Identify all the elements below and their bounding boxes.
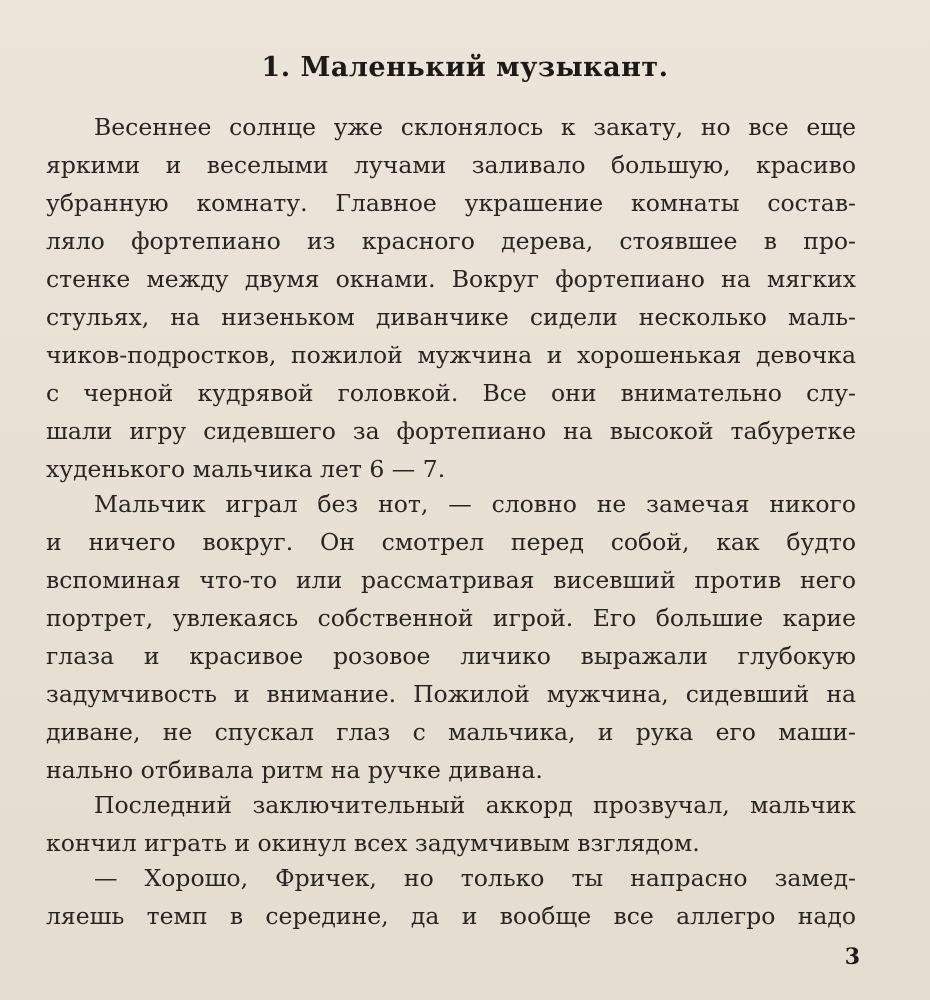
- text-line: вспоминая что-то или рассматривая висевший против него: [46, 566, 856, 594]
- text-line: ляло фортепиано из красного дерева, стоявшее в про-: [46, 227, 856, 255]
- text-line: стенке между двумя окнами. Вокруг фортепиано на мягких: [46, 265, 856, 293]
- text-line: чиков-подростков, пожилой мужчина и хорошенькая девочка: [46, 341, 856, 369]
- chapter-title: 1. Маленький музыкант.: [261, 52, 669, 83]
- text-line: Последний заключительный аккорд прозвучал, мальчик: [94, 791, 856, 819]
- page-number: 3: [844, 944, 860, 970]
- text-line: нально отбивала ритм на ручке дивана.: [46, 756, 543, 784]
- text-line: ляешь темп в середине, да и вообще все аллегро надо: [46, 902, 856, 930]
- text-line: убранную комнату. Главное украшение комнаты состав-: [46, 189, 856, 217]
- text-line: с черной кудрявой головкой. Все они внимательно слу-: [46, 379, 856, 407]
- text-line: шали игру сидевшего за фортепиано на высокой табуретке: [46, 417, 856, 445]
- text-line: яркими и веселыми лучами заливало большую, красиво: [46, 151, 856, 179]
- text-line: глаза и красивое розовое личико выражали глубокую: [46, 642, 856, 670]
- text-line: худенького мальчика лет 6 — 7.: [46, 455, 446, 483]
- text-line: и ничего вокруг. Он смотрел перед собой, как будто: [46, 528, 856, 556]
- text-line: портрет, увлекаясь собственной игрой. Его большие карие: [46, 604, 856, 632]
- text-line: — Хорошо, Фричек, но только ты напрасно замед-: [94, 864, 856, 892]
- text-line: задумчивость и внимание. Пожилой мужчина, сидевший на: [46, 680, 856, 708]
- text-line: стульях, на низеньком диванчике сидели несколько маль-: [46, 303, 856, 331]
- text-line: Весеннее солнце уже склонялось к закату, но все еще: [94, 113, 856, 141]
- text-line: диване, не спускал глаз с мальчика, и рука его маши-: [46, 718, 856, 746]
- text-line: Мальчик играл без нот, — словно не замечая никого: [94, 490, 856, 518]
- text-line: кончил играть и окинул всех задумчивым взглядом.: [46, 829, 700, 857]
